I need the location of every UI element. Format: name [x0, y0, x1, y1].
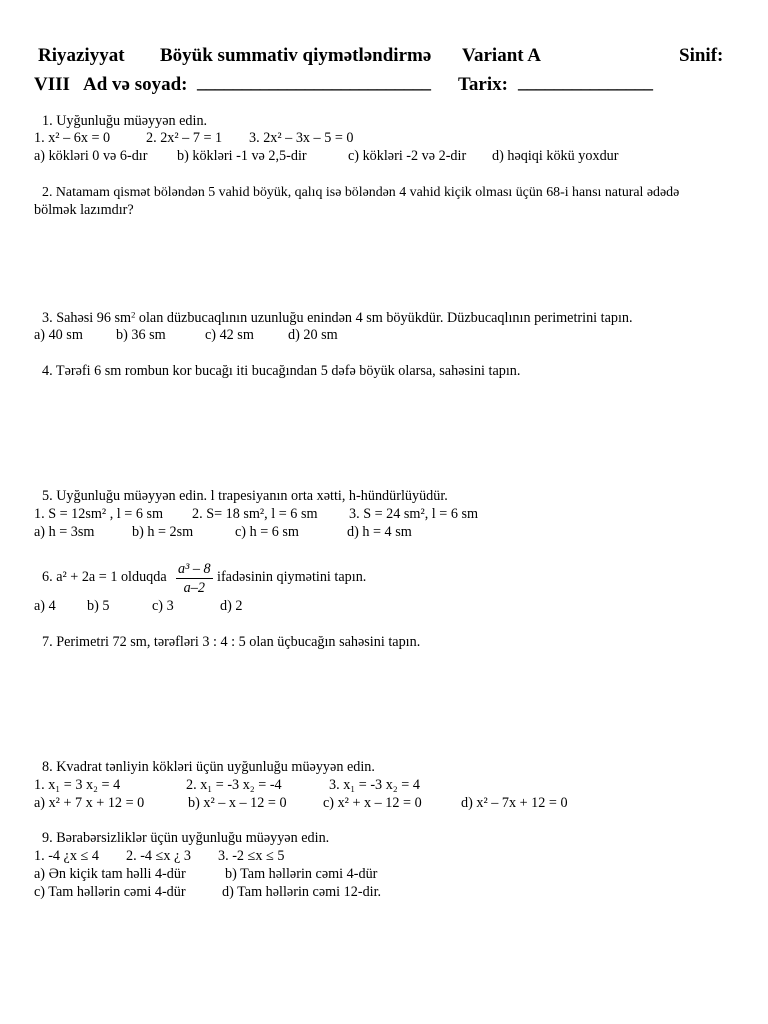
question-1-option-b: b) kökləri -1 və 2,5-dir [177, 148, 307, 164]
question-5-item-1: 1. S = 12sm² , l = 6 sm [34, 506, 164, 522]
question-8-item-2: 2. x₁ = -3 x₂ = -4 [186, 777, 282, 793]
question-5-text: 5. Uyğunluğu müəyyən edin. l trapesiyanın orta xətti, h-hündürlüyüdür. [42, 488, 448, 504]
variant-label: Variant A [462, 45, 542, 66]
class-label: Sinif: [679, 45, 724, 66]
question-9-item-2: 2. -4 ≤x ¿ 3 [126, 848, 191, 864]
question-6-fraction-numerator: a³ – 8 [178, 561, 211, 577]
question-8-option-c: c) x² + x – 12 = 0 [323, 795, 422, 811]
question-6-option-b: b) 5 [87, 598, 110, 614]
question-6-fraction [176, 560, 213, 597]
question-7-text: 7. Perimetri 72 sm, tərəfləri 3 : 4 : 5 olan üçbucağın sahəsini tapın. [42, 634, 421, 650]
question-3-option-d: d) 20 sm [288, 327, 338, 343]
question-6-option-c: c) 3 [152, 598, 174, 614]
question-8-option-b: b) x² – x – 12 = 0 [188, 795, 287, 811]
question-5-item-2: 2. S= 18 sm², l = 6 sm [192, 506, 318, 522]
question-3-text-b: olan düzbucaqlının uzunluğu enindən 4 sm böyükdür. Düzbucaqlının perimetrini tapın. [138, 310, 633, 326]
question-5-item-3: 3. S = 24 sm², l = 6 sm [349, 506, 479, 522]
question-5-option-a: a) h = 3sm [34, 524, 95, 540]
question-5-option-b: b) h = 2sm [132, 524, 194, 540]
question-3-text: 3. Sahəsi 96 $sm^2$ olan düzbucaqlının uzunluğu enindən 4 sm böyükdür. Düzbucaqlının perimetrini tapın. [42, 309, 633, 326]
question-1-item-3: 3. 2x² – 3x – 5 = 0 [249, 130, 354, 146]
name-blank-field[interactable]: __________________________ [197, 72, 431, 92]
question-8-text: 8. Kvadrat tənliyin kökləri üçün uyğunluğu müəyyən edin. [42, 759, 375, 775]
question-9-text: 9. Bərabərsizliklər üçün uyğunluğu müəyyən edin. [42, 830, 330, 846]
question-6-text-a: 6. a² + 2a = 1 olduqda [42, 569, 167, 585]
question-3-option-a: a) 40 sm [34, 327, 83, 343]
question-5-option-d: d) h = 4 sm [347, 524, 412, 540]
question-1-item-1: 1. x² – 6x = 0 [34, 130, 111, 146]
question-3-option-b: b) 36 sm [116, 327, 166, 343]
question-8-item-1: 1. x₁ = 3 x₂ = 4 [34, 777, 121, 793]
question-1-text: 1. Uyğunluğu müəyyən edin. [42, 113, 208, 129]
question-9-option-b: b) Tam həllərin cəmi 4-dür [225, 866, 378, 882]
question-2-text-line-1: 2. Natamam qismət böləndən 5 vahid böyük, qalıq isə böləndən 4 vahid kiçik olması üçün 68-i hansı natural ədədə [42, 185, 680, 200]
question-1-item-2: 2. 2x² – 7 = 1 [146, 130, 223, 146]
question-9-option-d: d) Tam həllərin cəmi 12-dir. [222, 884, 382, 900]
question-1-option-a: a) kökləri 0 və 6-dır [34, 148, 148, 164]
exam-title: Böyük summativ qiymətləndirmə [160, 45, 432, 66]
question-9-item-3: 3. -2 ≤x ≤ 5 [218, 848, 285, 864]
question-1-option-c: c) kökləri -2 və 2-dir [348, 148, 467, 164]
question-6-text-b: ifadəsinin qiymətini tapın. [217, 569, 367, 585]
question-8-option-d: d) x² – 7x + 12 = 0 [461, 795, 568, 811]
question-5-option-c: c) h = 6 sm [235, 524, 299, 540]
question-8-item-3: 3. x₁ = -3 x₂ = 4 [329, 777, 420, 793]
date-blank-field[interactable]: _______________ [518, 72, 653, 92]
question-6-option-a: a) 4 [34, 598, 56, 614]
question-9-item-1: 1. -4 ¿x ≤ 4 [34, 848, 99, 864]
question-1-option-d: d) həqiqi kökü yoxdur [492, 148, 619, 164]
subject-title: Riyaziyyat [38, 45, 125, 66]
class-value: VIII [34, 74, 70, 95]
date-label: Tarix: [458, 74, 508, 95]
question-6-option-d: d) 2 [220, 598, 243, 614]
name-label: Ad və soyad: [83, 74, 188, 95]
question-9-option-c: c) Tam həllərin cəmi 4-dür [34, 884, 186, 900]
question-2-text-line-2: bölmək lazımdır? [34, 202, 134, 218]
question-3-text-a: 3. Sahəsi 96 sm [42, 310, 132, 326]
question-4-text: 4. Tərəfi 6 sm rombun kor bucağı iti bucağından 5 dəfə böyük olarsa, sahəsini tapın. [42, 363, 521, 379]
question-3-option-c: c) 42 sm [205, 327, 254, 343]
question-6-fraction-denominator: a–2 [183, 580, 205, 596]
question-9-option-a: a) Ən kiçik tam həlli 4-dür [34, 866, 186, 882]
question-8-option-a: a) x² + 7 x + 12 = 0 [34, 795, 145, 811]
